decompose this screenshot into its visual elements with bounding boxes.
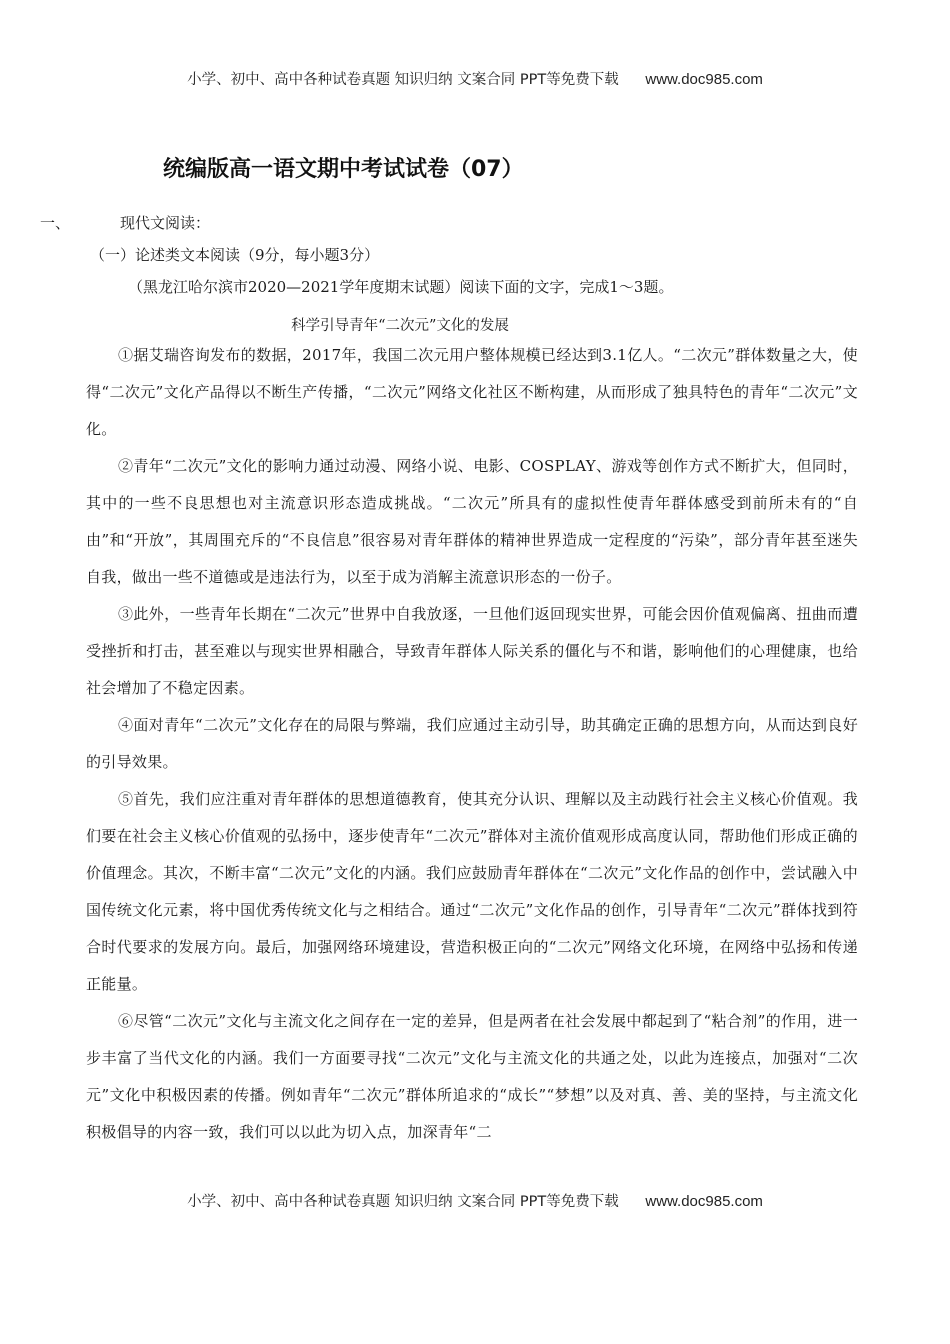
section-label: 现代文阅读：: [120, 214, 211, 232]
article-title: 科学引导青年“二次元”文化的发展: [291, 318, 509, 334]
footer-text: 小学、初中、高中各种试卷真题 知识归纳 文案合同 PPT等免费下载: [187, 1194, 619, 1210]
paragraph-1: ①据艾瑞咨询发布的数据，2017年，我国二次元用户整体规模已经达到3.1亿人。“二次元”群体数量之大，使得“二次元”文化产品得以不断生产传播，“二次元”网络文化社区不断构建，从而形成了独具特色的青年“二次元”文化。: [86, 346, 858, 438]
header-url-link[interactable]: www.doc985.com: [645, 71, 763, 88]
exam-title: 统编版高一语文期中考试试卷（07）: [163, 157, 524, 182]
paragraph-2: ②青年“二次元”文化的影响力通过动漫、网络小说、电影、COSPLAY、游戏等创作方式不断扩大，但同时，其中的一些不良思想也对主流意识形态造成挑战。“二次元”所具有的虚拟性使青年群体感受到前所未有的“自由”和“开放”，其周围充斥的“不良信息”很容易对青年群体的精神世界造成一定程度的“污染”，部分青年甚至迷失自我，做出一些不道德或是违法行为，以至于成为消解主流意识形态的一份子。: [86, 457, 858, 586]
footer-url-link[interactable]: www.doc985.com: [645, 1193, 763, 1210]
header-text: 小学、初中、高中各种试卷真题 知识归纳 文案合同 PPT等免费下载: [187, 72, 619, 88]
article-body: [86, 337, 858, 1151]
paragraph-4: ④面对青年“二次元”文化存在的局限与弊端，我们应通过主动引导，助其确定正确的思想方向，从而达到良好的引导效果。: [86, 716, 858, 771]
section-number: 一、: [40, 214, 71, 232]
subsection-heading: （一）论述类文本阅读（9分，每小题3分）: [90, 246, 380, 264]
section-heading: [40, 212, 210, 233]
source-instructions: （黑龙江哈尔滨市2020—2021学年度期末试题）阅读下面的文字，完成1～3题。: [128, 278, 674, 296]
paragraph-3: ③此外，一些青年长期在“二次元”世界中自我放逐，一旦他们返回现实世界，可能会因价值观偏离、扭曲而遭受挫折和打击，甚至难以与现实世界相融合，导致青年群体人际关系的僵化与不和谐，影响他们的心理健康，也给社会增加了不稳定因素。: [86, 605, 858, 697]
paragraph-5: ⑤首先，我们应注重对青年群体的思想道德教育，使其充分认识、理解以及主动践行社会主义核心价值观。我们要在社会主义核心价值观的弘扬中，逐步使青年“二次元”群体对主流价值观形成高度认同，帮助他们形成正确的价值理念。其次，不断丰富“二次元”文化的内涵。我们应鼓励青年群体在“二次元”文化作品的创作中，尝试融入中国传统文化元素，将中国优秀传统文化与之相结合。通过“二次元”文化作品的创作，引导青年“二次元”群体找到符合时代要求的发展方向。最后，加强网络环境建设，营造积极正向的“二次元”网络文化环境，在网络中弘扬和传递正能量。: [86, 790, 858, 993]
paragraph-6: ⑥尽管“二次元”文化与主流文化之间存在一定的差异，但是两者在社会发展中都起到了“粘合剂”的作用，进一步丰富了当代文化的内涵。我们一方面要寻找“二次元”文化与主流文化的共通之处，以此为连接点，加强对“二次元”文化中积极因素的传播。例如青年“二次元”群体所追求的“成长”“梦想”以及对真、善、美的坚持，与主流文化积极倡导的内容一致，我们可以以此为切入点，加深青年“二: [86, 1012, 858, 1141]
page-footer: [0, 1190, 950, 1211]
page-header: [0, 68, 950, 89]
